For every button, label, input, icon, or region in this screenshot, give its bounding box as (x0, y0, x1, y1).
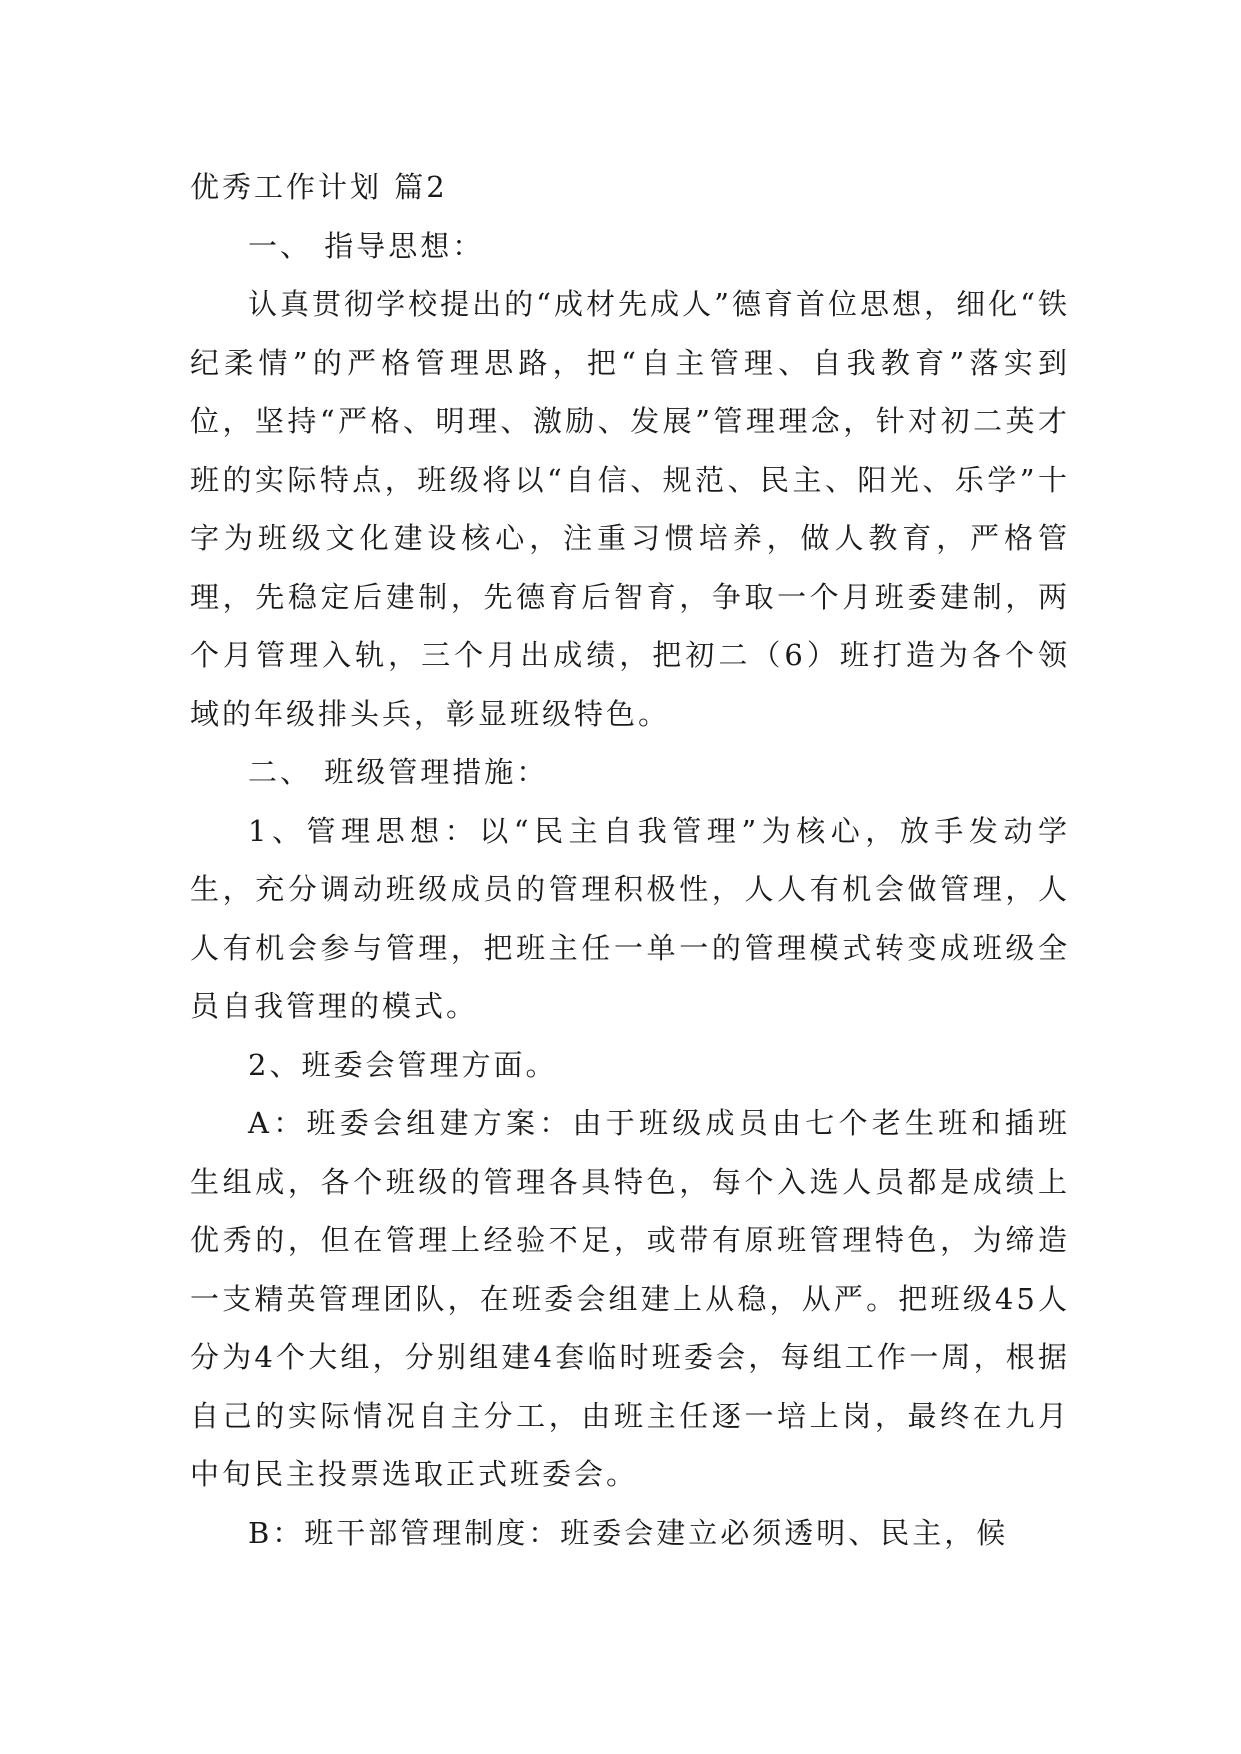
document-title: 优秀工作计划 篇2 (190, 170, 448, 204)
paragraph-committee-plan: A：班委会组建方案：由于班级成员由七个老生班和插班生组成，各个班级的管理各具特色，每个入选人员都是成绩上优秀的，但在管理上经验不足，或带有原班管理特色，为缔造一支精英管理团队，在班委会组建上从稳，从严。把班级45人分为4个大组，分别组建4套临时班委会，每组工作一周，根据自己的实际情况自主分工，由班主任逐一培上岗，最终在九月中旬民主投票选取正式班委会。 (190, 1106, 1070, 1491)
section-heading-guiding-thought: 一、 指导思想： (248, 228, 485, 263)
section-heading-class-management: 二、 班级管理措施： (248, 755, 549, 789)
document-body (190, 158, 1070, 1562)
paragraph-guiding-thought: 认真贯彻学校提出的“成材先成人”德育首位思想，细化“铁纪柔情”的严格管理思路，把“自主管理、自我教育”落实到位，坚持“严格、明理、激励、发展”管理理念，针对初二英才班的实际特点，班级将以“自信、规范、民主、阳光、乐学”十字为班级文化建设核心，注重习惯培养，做人教育，严格管理，先稳定后建制，先德育后智育，争取一个月班委建制，两个月管理入轨，三个月出成绩，把初二（6）班打造为各个领域的年级排头兵，彰显班级特色。 (190, 287, 1070, 731)
paragraph-management-thought: 1、管理思想：以“民主自我管理”为核心，放手发动学生，充分调动班级成员的管理积极性，人人有机会做管理，人人有机会参与管理，把班主任一单一的管理模式转变成班级全员自我管理的模式。 (190, 813, 1070, 1023)
paragraph-cadre-system: B：班干部管理制度：班委会建立必须透明、民主，候 (248, 1515, 1009, 1550)
paragraph-committee-heading: 2、班委会管理方面。 (248, 1047, 558, 1082)
